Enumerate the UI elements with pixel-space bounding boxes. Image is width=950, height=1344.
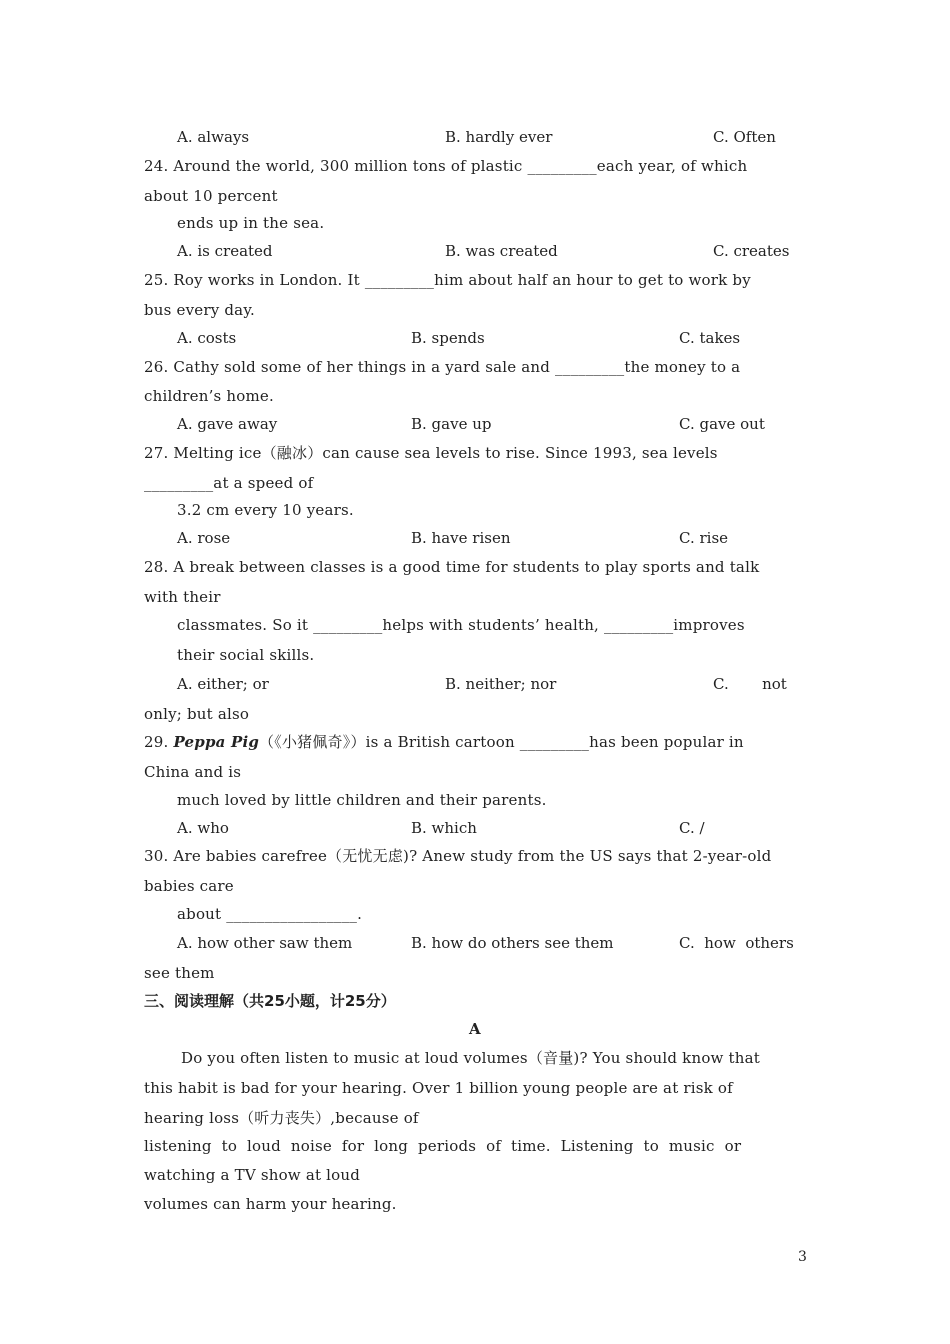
q29-cartoon-title: Peppa Pig [173,733,260,751]
q29-stem-line1 [144,732,744,752]
q25-option-b: B. spends [411,329,485,347]
q29-option-b: B. which [411,819,477,837]
q24-option-c: C. creates [713,242,790,260]
q25-option-a: A. costs [177,329,237,347]
q30-stem-line2: babies care [144,877,234,895]
q26-option-c: C. gave out [679,415,765,433]
q24-stem-line2: about 10 percent [144,187,278,205]
q26-option-b: B. gave up [411,415,492,433]
q26-stem-line1: 26. Cathy sold some of her things in a yard sale and _________the money to a [144,358,741,376]
q28-option-c-continued: only; but also [144,705,250,723]
passage-line3: hearing loss（听力丧失）,because of [144,1109,419,1127]
q30-option-c-continued: see them [144,964,215,982]
q30-option-b: B. how do others see them [411,934,614,952]
q27-option-a: A. rose [177,529,231,547]
q27-stem-line1: 27. Melting ice（融冰）can cause sea levels to rise. Since 1993, sea levels [144,444,718,462]
q24-stem-line1: 24. Around the world, 300 million tons of plastic _________each year, of which [144,157,748,175]
q28-stem-line3: classmates. So it _________helps with students’ health, _________improves [177,616,745,634]
q25-stem-line2: bus every day. [144,301,255,319]
passage-line2: this habit is bad for your hearing. Over 1 billion young people are at risk of [144,1079,733,1097]
q24-option-a: A. is created [177,242,273,260]
q23-option-a: A. always [177,128,250,146]
q24-option-b: B. was created [445,242,558,260]
q30-stem-line3: about _________________. [177,905,363,923]
q28-stem-line4: their social skills. [177,646,315,664]
q28-option-c: C. not [713,675,787,693]
q23-option-c: C. Often [713,128,776,146]
q25-stem-line1: 25. Roy works in London. It _________him about half an hour to get to work by [144,271,751,289]
q25-option-c: C. takes [679,329,741,347]
q29-stem-line1-rest: （《小猪佩奇》）is a British cartoon _________has been popular in [259,733,744,751]
q27-stem-line2: _________at a speed of [144,474,314,492]
q28-stem-line1: 28. A break between classes is a good time for students to play sports and talk [144,558,760,576]
section-heading: 三、阅读理解（共25小题，计25分） [144,992,396,1010]
q29-option-a: A. who [177,819,229,837]
q29-stem-line3: much loved by little children and their parents. [177,791,547,809]
q30-option-a: A. how other saw them [177,934,353,952]
q27-option-c: C. rise [679,529,729,547]
q27-option-b: B. have risen [411,529,511,547]
page-number: 3 [798,1249,807,1265]
passage-line5: watching a TV show at loud [144,1166,361,1184]
q27-stem-line3: 3.2 cm every 10 years. [177,501,354,519]
q30-option-c: C. how others [679,934,794,952]
q28-option-a: A. either; or [177,675,269,693]
q28-stem-line2: with their [144,588,221,606]
q29-option-c: C. / [679,819,705,837]
q29-stem-line2: China and is [144,763,242,781]
q26-stem-line2: children’s home. [144,387,274,405]
q26-option-a: A. gave away [177,415,278,433]
passage-line6: volumes can harm your hearing. [144,1195,397,1213]
passage-label: A [469,1020,481,1038]
q29-number: 29. [144,733,174,751]
q24-stem-line3: ends up in the sea. [177,214,325,232]
passage-line4: listening to loud noise for long periods of time. Listening to music or [144,1137,742,1155]
q28-option-b: B. neither; nor [445,675,557,693]
q23-option-b: B. hardly ever [445,128,553,146]
passage-line1: Do you often listen to music at loud volumes（音量)? You should know that [181,1049,761,1067]
q30-stem-line1: 30. Are babies carefree（无忧无虑)? Anew study from the US says that 2-year-old [144,847,772,865]
